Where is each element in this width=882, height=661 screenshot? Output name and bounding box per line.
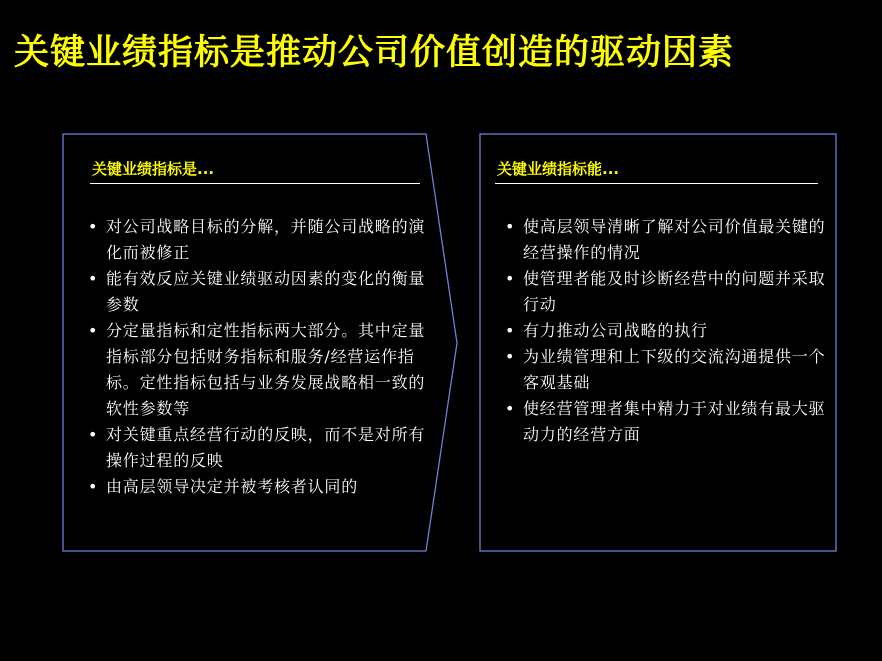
left-panel-list bbox=[88, 214, 431, 500]
right-panel-list bbox=[505, 214, 830, 448]
right-list-item: • 使高层领导清晰了解对公司价值最关键的经营操作的情况 bbox=[505, 214, 830, 266]
slide-title: 关键业绩指标是推动公司价值创造的驱动因素 bbox=[14, 33, 735, 73]
left-list-item: • 能有效反应关键业绩驱动因素的变化的衡量参数 bbox=[88, 266, 431, 318]
left-panel-divider bbox=[90, 183, 420, 184]
left-list-item: • 分定量指标和定性指标两大部分。其中定量指标部分包括财务指标和服务/经营运作指标。定性指标包括与业务发展战略相一致的软性参数等 bbox=[88, 318, 431, 422]
right-list-item: • 为业绩管理和上下级的交流沟通提供一个客观基础 bbox=[505, 344, 830, 396]
left-panel-heading: 关键业绩指标是... bbox=[92, 160, 215, 178]
right-list-item: • 使管理者能及时诊断经营中的问题并采取行动 bbox=[505, 266, 830, 318]
right-panel-heading: 关键业绩指标能... bbox=[497, 160, 620, 178]
left-list-item: • 对公司战略目标的分解，并随公司战略的演化而被修正 bbox=[88, 214, 431, 266]
left-list-item: • 对关键重点经营行动的反映，而不是对所有操作过程的反映 bbox=[88, 422, 431, 474]
left-list-item: • 由高层领导决定并被考核者认同的 bbox=[88, 474, 431, 500]
right-list-item: • 使经营管理者集中精力于对业绩有最大驱动力的经营方面 bbox=[505, 396, 830, 448]
right-panel-divider bbox=[495, 183, 818, 184]
right-list-item: • 有力推动公司战略的执行 bbox=[505, 318, 830, 344]
